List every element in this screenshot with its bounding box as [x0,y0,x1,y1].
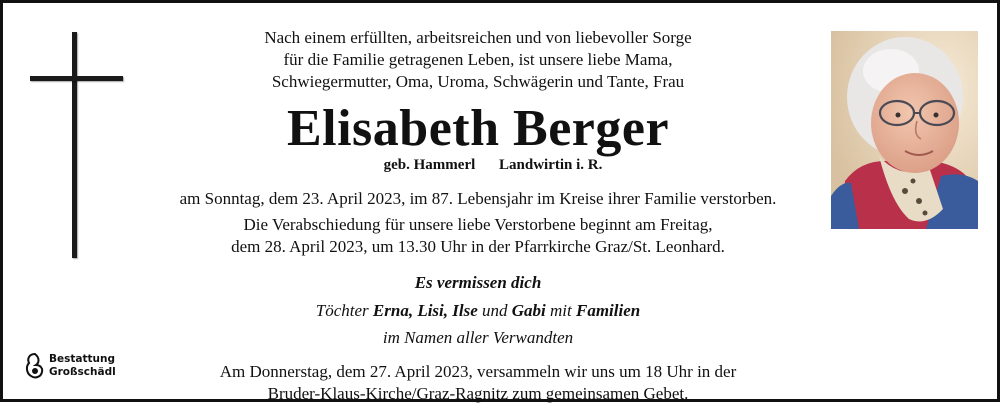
service-block [133,214,823,258]
portrait-photo [831,31,978,229]
intro-line-2: für die Familie getragenen Leben, ist unsere liebe Mama, [283,50,673,69]
intro-line-3: Schwiegermutter, Oma, Uroma, Schwägerin und Tante, Frau [271,72,685,91]
deceased-name: Elisabeth Berger [286,100,670,157]
mourners-line [133,300,823,322]
mourners-text-2: und [477,301,512,320]
intro-block [133,27,823,93]
mourners-heading: Es vermissen dich [414,273,542,292]
mourners-families: Familien [576,301,641,320]
mourners-daughter-gabi: Gabi [511,301,546,320]
prayer-line-2: Bruder-Klaus-Kirche/Graz-Ragnitz zum gemeinsamen Gebet. [267,384,689,403]
portrait-illustration [831,31,978,229]
funeral-home-logo [25,352,135,382]
mourners-daughters: Erna, Lisi, Ilse [372,301,478,320]
mourners-text-3: mit [545,301,576,320]
intro-line-1: Nach einem erfüllten, arbeitsreichen und von liebevoller Sorge [264,28,692,47]
obituary-text [133,27,823,405]
mourners-relatives: im Namen aller Verwandten [382,328,574,347]
bestattung-logo-icon [25,353,45,379]
cross-vertical-bar [72,32,77,258]
name-subtitle [163,156,823,174]
service-line-1: Die Verabschiedung für unsere liebe Verstorbene beginnt am Freitag, [243,215,713,234]
maiden-name: geb. Hammerl [383,157,476,173]
logo-text [49,353,116,379]
cross-horizontal-bar [30,76,123,81]
prayer-block [133,361,823,405]
death-line: am Sonntag, dem 23. April 2023, im 87. Lebensjahr im Kreise ihrer Familie verstorben. [179,189,777,208]
logo-line-1: Bestattung [49,353,115,365]
occupation: Landwirtin i. R. [499,157,603,173]
service-line-2: dem 28. April 2023, um 13.30 Uhr in der Pfarrkirche Graz/St. Leonhard. [231,237,725,256]
mourners-text-1: Töchter [315,301,373,320]
prayer-line-1: Am Donnerstag, dem 27. April 2023, versammeln wir uns um 18 Uhr in der [219,362,737,381]
logo-line-2: Großschädl [49,366,116,378]
